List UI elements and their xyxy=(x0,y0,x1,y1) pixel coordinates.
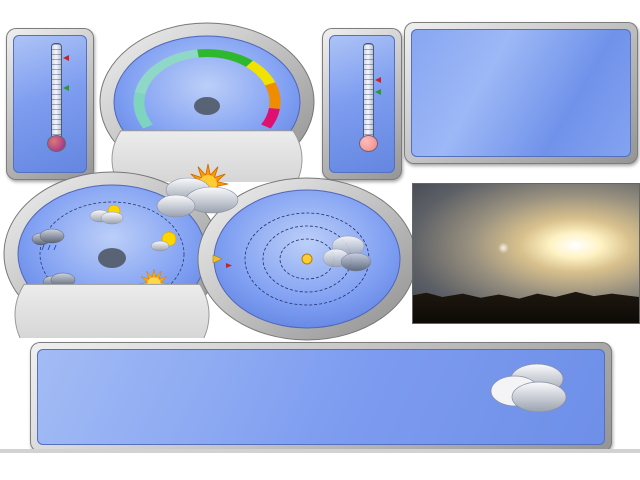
dewpoint-max-marker xyxy=(375,77,381,83)
temperature-tube xyxy=(51,43,62,143)
barometer-plate xyxy=(15,284,209,338)
sun-clouds-decoration xyxy=(146,160,250,228)
temperature-bulb xyxy=(47,135,66,152)
wind-needle-hub xyxy=(302,254,312,264)
barometer-needle-hub xyxy=(98,248,126,268)
dewpoint-min-marker xyxy=(375,89,381,95)
dewpoint-panel xyxy=(322,28,402,180)
temperature-min-marker xyxy=(63,85,69,91)
dewpoint-panel-face xyxy=(329,35,395,173)
temperature-panel-face xyxy=(13,35,87,173)
cloud xyxy=(157,195,195,217)
dewpoint-tube xyxy=(363,43,374,143)
summary-panel xyxy=(30,342,612,452)
precipitation-panel xyxy=(404,22,638,164)
dewpoint-bulb xyxy=(359,135,378,152)
forecast-cloud-icon xyxy=(477,353,577,425)
webcam-image xyxy=(412,183,640,324)
humidity-needle-hub xyxy=(194,97,220,115)
temperature-max-marker xyxy=(63,55,69,61)
summary-face xyxy=(37,349,605,445)
temperature-panel xyxy=(6,28,94,180)
humidity-gauge xyxy=(98,20,316,182)
footer-bar xyxy=(0,453,640,480)
precipitation-face xyxy=(411,29,631,157)
